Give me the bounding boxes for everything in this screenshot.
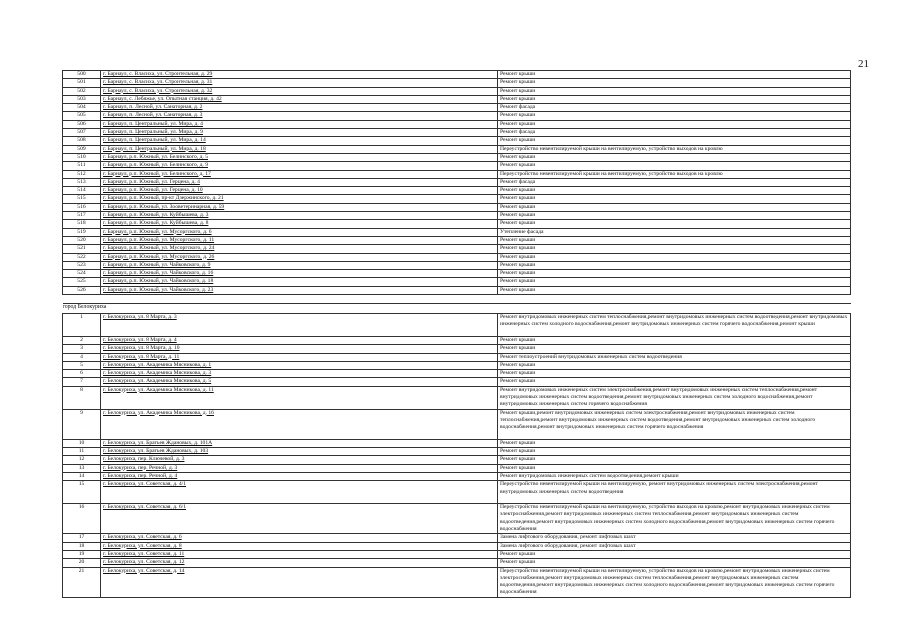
row-address: г. Барнаул, с. Лебяжье, ул. Опытная станция, д. 42: [101, 95, 498, 103]
table-row: [63, 270, 851, 278]
table-row: [63, 336, 851, 344]
row-address: г. Белокуриха, ул. Академика Мясникова, д. 11: [101, 386, 498, 409]
row-work: Ремонт теплоустроений внутридомовых инженерных систем водоотведения: [498, 353, 851, 361]
row-address: г. Белокуриха, ул. Академика Мясникова, д. 16: [101, 409, 498, 439]
row-number: 8: [63, 386, 101, 409]
table-row: [63, 353, 851, 361]
row-number: 15: [63, 481, 101, 504]
table-row: [63, 567, 851, 597]
row-number: 519: [63, 228, 101, 236]
row-number: 19: [63, 550, 101, 558]
table-row: [63, 112, 851, 120]
row-address: г. Белокуриха, ул. Советская, д. 11: [101, 550, 498, 558]
row-work: Ремонт крыши: [498, 87, 851, 95]
row-address: г. Белокуриха, ул. Академика Мясникова, д. 3: [101, 370, 498, 378]
row-work: Переустройство невентилируемой крыши на вентилируемую, устройство выходов на кровлю,ремонт внутридомовых инженерных систем электроснабжения,ремонт внутридомовых инженерных систем теплоснабжения,ремонт внутридомовых инженерных систем водоотведения,ремонт внутридомовых инженерных систем холодного водоснабжения,ремонт внутридомовых инженерных систем горячего водоснабжения: [498, 504, 851, 534]
row-number: 511: [63, 162, 101, 170]
row-work: Ремонт крыши: [498, 245, 851, 253]
row-address: г. Барнаул, с. Власиха, ул. Строительная, д. 29: [101, 71, 498, 79]
row-work: Ремонт крыши: [498, 203, 851, 211]
row-work: Ремонт крыши: [498, 270, 851, 278]
row-work: Замена лифтового оборудования, ремонт лифтовых шахт: [498, 534, 851, 542]
row-work: Ремонт фасада: [498, 129, 851, 137]
table-row: [63, 245, 851, 253]
row-address: г. Барнаул, р.п. Южный, ул. Белинского, д. 5: [101, 153, 498, 161]
table-row: [63, 464, 851, 472]
table-row: [63, 378, 851, 386]
row-number: 7: [63, 378, 101, 386]
separator-cell: [63, 295, 851, 304]
row-address: г. Барнаул, р.п. Южный, ул. Куйбышева, д. 8: [101, 220, 498, 228]
group-separator: [63, 295, 851, 304]
row-number: 2: [63, 336, 101, 344]
table-row: [63, 220, 851, 228]
row-number: 10: [63, 439, 101, 447]
table-row: [63, 559, 851, 567]
row-work: Ремонт крыши: [498, 162, 851, 170]
row-number: 510: [63, 153, 101, 161]
row-work: Ремонт крыши: [498, 286, 851, 294]
row-number: 11: [63, 448, 101, 456]
row-address: г. Барнаул, р.п. Южный, ул. Герцена, д. 10: [101, 187, 498, 195]
row-number: 20: [63, 559, 101, 567]
row-work: Ремонт крыши: [498, 261, 851, 269]
table-row: [63, 137, 851, 145]
row-work: Ремонт крыши: [498, 137, 851, 145]
table-row: [63, 345, 851, 353]
row-address: г. Барнаул, р.п. Южный, ул. Куйбышева, д. 3: [101, 212, 498, 220]
row-address: г. Барнаул, р.п. Южный, ул. Чайковского, д. 23: [101, 286, 498, 294]
row-address: г. Барнаул, р.п. Южный, ул. Герцена, д. 4: [101, 178, 498, 186]
row-work: Ремонт крыши: [498, 464, 851, 472]
row-work: Ремонт крыши: [498, 345, 851, 353]
row-number: 523: [63, 261, 101, 269]
table-row: [63, 361, 851, 369]
row-address: г. Барнаул, р.п. Южный, пр-кт Дзержинского, д. 21: [101, 195, 498, 203]
row-work: Ремонт крыши: [498, 253, 851, 261]
table-row: [63, 314, 851, 337]
row-number: 3: [63, 345, 101, 353]
row-address: г. Барнаул, п. Центральный, ул. Мира, д. 9: [101, 129, 498, 137]
row-address: г. Белокуриха, ул. 8 Марта, д. 4: [101, 336, 498, 344]
row-work: Ремонт фасада: [498, 178, 851, 186]
table-row: [63, 286, 851, 294]
row-work: Ремонт крыши: [498, 187, 851, 195]
table-row: [63, 153, 851, 161]
row-number: 526: [63, 286, 101, 294]
row-address: г. Белокуриха, ул. 8 Марта, д. 3: [101, 314, 498, 337]
row-work: Ремонт крыши: [498, 278, 851, 286]
row-work: Утепление фасада: [498, 228, 851, 236]
row-address: г. Барнаул, р.п. Южный, ул. Белинского, д. 17: [101, 170, 498, 178]
table-row: [63, 534, 851, 542]
table-row: [63, 162, 851, 170]
row-address: г. Барнаул, р.п. Южный, ул. Чайковского, д. 18: [101, 278, 498, 286]
row-number: 18: [63, 542, 101, 550]
table-row: [63, 386, 851, 409]
row-number: 503: [63, 95, 101, 103]
row-number: 506: [63, 120, 101, 128]
row-address: г. Барнаул, с. Власиха, ул. Строительная, д. 32: [101, 87, 498, 95]
row-address: г. Барнаул, с. Власиха, ул. Строительная, д. 31: [101, 79, 498, 87]
row-work: Ремонт крыши: [498, 439, 851, 447]
row-address: г. Барнаул, п. Центральный, ул. Мира, д. 14: [101, 137, 498, 145]
table-row: [63, 253, 851, 261]
row-address: г. Барнаул, р.п. Южный, ул. Белинского, д. 9: [101, 162, 498, 170]
row-work: Ремонт крыши: [498, 153, 851, 161]
group-title: город Белокуриха: [63, 304, 851, 314]
table-row: [63, 79, 851, 87]
table-row: [63, 87, 851, 95]
row-work: Ремонт крыши: [498, 448, 851, 456]
row-work: Ремонт крыши: [498, 95, 851, 103]
row-address: г. Белокуриха, ул. Братьев Ждановых, д. 103: [101, 448, 498, 456]
row-work: Ремонт крыши: [498, 71, 851, 79]
row-work: Ремонт крыши: [498, 550, 851, 558]
row-address: г. Белокуриха, пер. Речной, д. 4: [101, 472, 498, 480]
row-address: г. Барнаул, р.п. Южный, ул. Зооветеринарная, д. 59: [101, 203, 498, 211]
row-work: Замена лифтового оборудования, ремонт лифтовых шахт: [498, 542, 851, 550]
row-number: 6: [63, 370, 101, 378]
table-row: [63, 456, 851, 464]
row-number: 16: [63, 504, 101, 534]
table-row: [63, 542, 851, 550]
row-work: Ремонт крыши: [498, 195, 851, 203]
row-number: 517: [63, 212, 101, 220]
row-number: 508: [63, 137, 101, 145]
row-number: 522: [63, 253, 101, 261]
row-address: г. Белокуриха, пер. Речной, д. 3: [101, 464, 498, 472]
row-number: 525: [63, 278, 101, 286]
table-row: [63, 71, 851, 79]
row-address: г. Барнаул, р.п. Южный, ул. Чайковского, д. 16: [101, 270, 498, 278]
row-number: 21: [63, 567, 101, 597]
row-work: Ремонт крыши: [498, 236, 851, 244]
table-row: [63, 228, 851, 236]
row-work: Ремонт крыши: [498, 370, 851, 378]
row-number: 513: [63, 178, 101, 186]
row-work: Ремонт крыши: [498, 336, 851, 344]
table-row: [63, 129, 851, 137]
table-row: [63, 550, 851, 558]
row-number: 501: [63, 79, 101, 87]
row-number: 502: [63, 87, 101, 95]
row-number: 17: [63, 534, 101, 542]
row-work: Переустройство невентилируемой крыши на вентилируемую, устройство выходов на кровлю: [498, 170, 851, 178]
row-number: 500: [63, 71, 101, 79]
table-row: [63, 409, 851, 439]
group-header-row: [63, 304, 851, 314]
works-table: [62, 70, 851, 598]
table-row: [63, 439, 851, 447]
row-work: Ремонт крыши,ремонт внутридомовых инженерных систем электроснабжения,ремонт внутридомовых инженерных систем теплоснабжения,ремонт внутридомовых инженерных систем водоотведения,ремонт внутридомовых инженерных систем холодного водоснабжения,ремонт внутридомовых инженерных систем горячего водоснабжения: [498, 409, 851, 439]
row-address: г. Белокуриха, ул. 8 Марта, д. 10: [101, 345, 498, 353]
row-number: 514: [63, 187, 101, 195]
table-row: [63, 187, 851, 195]
table-row: [63, 261, 851, 269]
table-row: [63, 236, 851, 244]
row-address: г. Барнаул, р.п. Южный, ул. Мусоргского, д. 24: [101, 245, 498, 253]
table-row: [63, 481, 851, 504]
row-address: г. Барнаул, р.п. Южный, ул. Мусоргского, д. 26: [101, 253, 498, 261]
table-row: [63, 448, 851, 456]
row-address: г. Белокуриха, ул. Советская, д. 6: [101, 534, 498, 542]
row-number: 1: [63, 314, 101, 337]
row-number: 512: [63, 170, 101, 178]
row-work: Ремонт крыши: [498, 220, 851, 228]
row-number: 516: [63, 203, 101, 211]
table-row: [63, 178, 851, 186]
page-number: 21: [858, 58, 869, 70]
row-address: г. Барнаул, р.п. Южный, ул. Чайковского, д. 9: [101, 261, 498, 269]
row-work: Ремонт крыши: [498, 112, 851, 120]
table-row: [63, 170, 851, 178]
row-number: 13: [63, 464, 101, 472]
row-address: г. Белокуриха, ул. Братьев Ждановых, д. 101А: [101, 439, 498, 447]
row-number: 505: [63, 112, 101, 120]
row-address: г. Белокуриха, ул. Советская, д. 14: [101, 567, 498, 597]
row-work: Ремонт крыши: [498, 212, 851, 220]
row-work: Ремонт фасада: [498, 104, 851, 112]
table-row: [63, 212, 851, 220]
row-work: Ремонт внутридомовых инженерных систем теплоснабжения,ремонт внутридомовых инженерных систем водоотведения,ремонт внутридомовых инженерных систем холодного водоснабжения,ремонт внутридомовых инженерных систем горячего водоснабжения,ремонт крыши: [498, 314, 851, 337]
row-number: 520: [63, 236, 101, 244]
row-address: г. Белокуриха, ул. Советская, д. 12: [101, 559, 498, 567]
row-address: г. Барнаул, р.п. Южный, ул. Мусоргского, д. 11: [101, 236, 498, 244]
table-row: [63, 203, 851, 211]
row-work: Ремонт крыши: [498, 79, 851, 87]
table-row: [63, 278, 851, 286]
row-address: г. Белокуриха, ул. Советская, д. 4/1: [101, 481, 498, 504]
table-row: [63, 504, 851, 534]
row-address: г. Белокуриха, ул. Академика Мясникова, д. 5: [101, 378, 498, 386]
row-work: Ремонт крыши: [498, 456, 851, 464]
row-number: 14: [63, 472, 101, 480]
row-work: Переустройство невентилируемой крыши на вентилируемую, устройство выходов на кровлю,ремонт внутридомовых инженерных систем электроснабжения,ремонт внутридомовых инженерных систем теплоснабжения,ремонт внутридомовых инженерных систем водоотведения,ремонт внутридомовых инженерных систем холодного водоснабжения,ремонт внутридомовых инженерных систем горячего водоснабжения: [498, 567, 851, 597]
row-address: г. Белокуриха, ул. 8 Марта, д. 11: [101, 353, 498, 361]
row-work: Ремонт крыши: [498, 120, 851, 128]
row-number: 9: [63, 409, 101, 439]
row-address: г. Белокуриха, ул. Советская, д. 8: [101, 542, 498, 550]
row-address: г. Барнаул, п. Центральный, ул. Мира, д. 18: [101, 145, 498, 153]
row-address: г. Белокуриха, ул. Академика Мясникова, д. 1: [101, 361, 498, 369]
row-number: 507: [63, 129, 101, 137]
row-number: 518: [63, 220, 101, 228]
row-number: 524: [63, 270, 101, 278]
table-row: [63, 120, 851, 128]
row-work: Ремонт крыши: [498, 559, 851, 567]
row-number: 4: [63, 353, 101, 361]
row-work: Ремонт внутридомовых инженерных систем электроснабжения,ремонт внутридомовых инженерных систем теплоснабжения,ремонт внутридомовых инженерных систем водоотведения,ремонт внутридомовых инженерных систем холодного водоснабжения,ремонт внутридомовых инженерных систем горячего водоснабжения: [498, 386, 851, 409]
table-row: [63, 145, 851, 153]
row-work: Ремонт внутридомовых инженерных систем водоотведения,ремонт крыши: [498, 472, 851, 480]
table-row: [63, 195, 851, 203]
table-row: [63, 95, 851, 103]
table-row: [63, 472, 851, 480]
row-work: Ремонт крыши: [498, 378, 851, 386]
table-row: [63, 370, 851, 378]
row-address: г. Белокуриха, пер. Ключевой, д. 3: [101, 456, 498, 464]
row-number: 5: [63, 361, 101, 369]
row-work: Переустройство невентилируемой крыши на вентилируемую, ремонт внутридомовых инженерных систем электроснабжения,ремонт внутридомовых инженерных систем водоотведения: [498, 481, 851, 504]
row-number: 515: [63, 195, 101, 203]
row-number: 12: [63, 456, 101, 464]
row-address: г. Белокуриха, ул. Советская, д. 6/1: [101, 504, 498, 534]
row-work: Ремонт крыши: [498, 361, 851, 369]
row-address: г. Барнаул, р.п. Южный, ул. Мусоргского, д. 6: [101, 228, 498, 236]
works-table-body: [63, 71, 851, 598]
row-address: г. Барнаул, п. Лесной, ул. Санаторная, д. 3: [101, 112, 498, 120]
table-row: [63, 104, 851, 112]
row-address: г. Барнаул, п. Лесной, ул. Санаторная, д. 2: [101, 104, 498, 112]
row-number: 521: [63, 245, 101, 253]
row-number: 509: [63, 145, 101, 153]
row-address: г. Барнаул, п. Центральный, ул. Мира, д. 4: [101, 120, 498, 128]
row-work: Переустройство невентилируемой крыши на вентилируемую, устройство выходов на кровлю: [498, 145, 851, 153]
row-number: 504: [63, 104, 101, 112]
